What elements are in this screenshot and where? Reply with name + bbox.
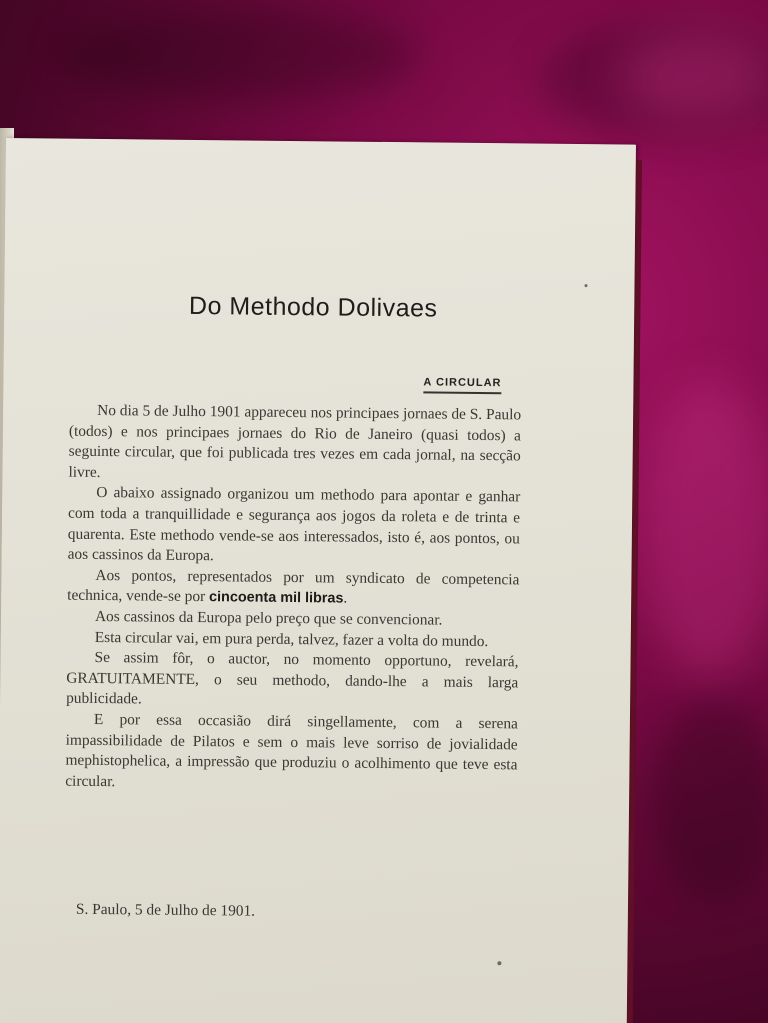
paragraph: Esta circular vai, em pura perda, talvez, fazer a volta do mundo. — [94, 628, 489, 650]
paragraph: Aos cassinos da Europa pelo preço que se convencionar. — [94, 607, 443, 629]
paragraph: Se assim fôr, o auctor, no momento opportuno, revelará, GRATUITAMENTE, o seu methodo, dando-lhe a mais larga publicidade. — [66, 649, 519, 708]
paragraph: No dia 5 de Julho 1901 appareceu nos principaes jornaes de S. Paulo (todos) e nos principaes jornaes do Rio de Janeiro (quasi todos) a seguinte circular, que foi publicada tres vezes em cada jornal, na secção livre. — [68, 401, 522, 481]
paper-speck — [584, 284, 587, 287]
cloth-highlight — [640, 380, 768, 680]
book-page — [0, 138, 636, 1023]
paragraph: E por essa occasião dirá singellamente, com a serena impassibilidade de Pilatos e sem o mais leve sorriso de jovialidade mephistophelica, a impressão que produziu o acolhimento que teve esta circular. — [65, 710, 518, 790]
signature-line: S. Paulo, 5 de Julho de 1901. — [75, 900, 256, 920]
paper-speck — [497, 961, 501, 965]
paragraph: O abaixo assignado organizou um methodo para apontar e ganhar com toda a tranquillidade e segurança aos jogos da roleta e de trinta e quarenta. Este methodo vende-se aos interessados, isto é, aos pontos, ou aos cassinos da Europa. — [67, 484, 521, 565]
page-title: Do Methodo Dolivaes — [188, 291, 438, 323]
paragraph-text: . — [343, 589, 348, 607]
paragraph-text: Aos pontos, representados por um syndicato de competencia technica, vende-se por — [67, 566, 520, 606]
cloth-fold-shadow — [60, 10, 420, 100]
paragraph — [67, 565, 519, 611]
body-text — [65, 401, 521, 797]
cloth-fold-shadow — [650, 700, 768, 900]
cloth-highlight — [620, 30, 768, 120]
paragraph-emphasis: cincoenta mil libras — [208, 589, 344, 607]
section-label: A CIRCULAR — [423, 376, 501, 394]
